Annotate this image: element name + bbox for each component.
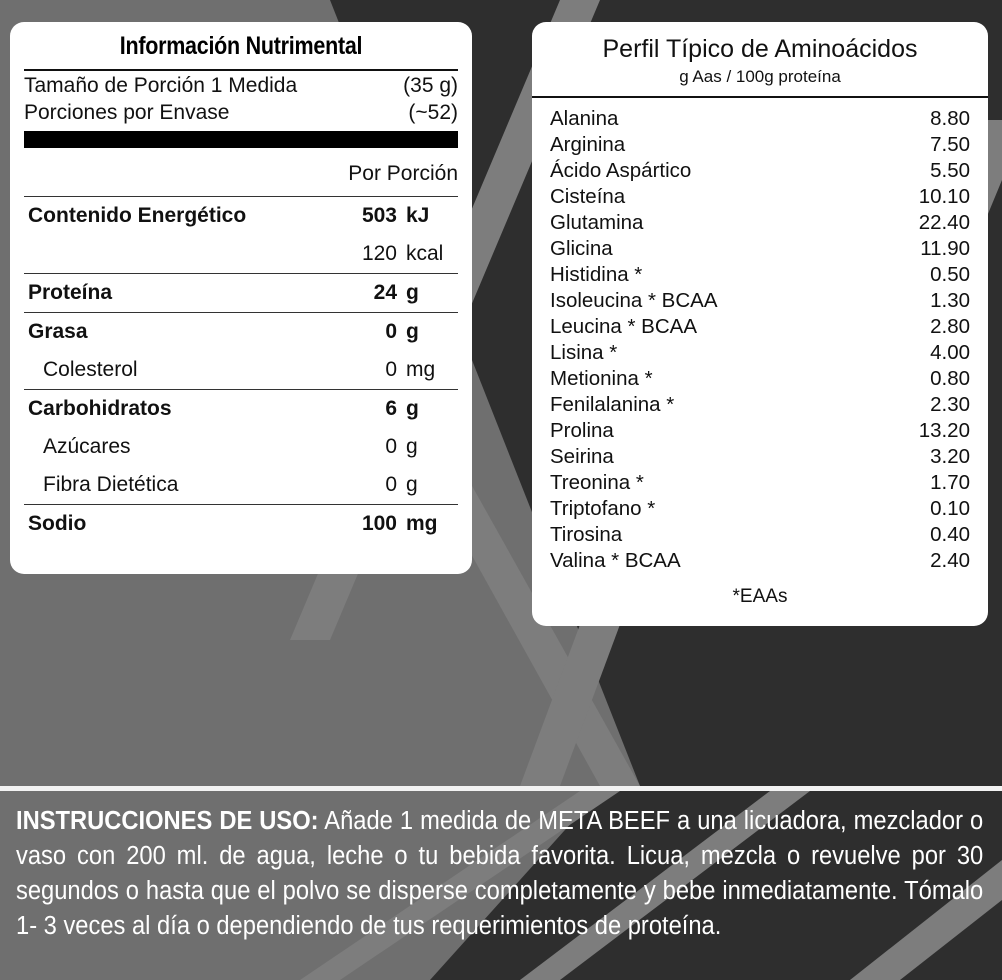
- amino-acid-row: [550, 288, 970, 314]
- nutrition-row: [24, 235, 458, 273]
- nutrition-rows: [10, 196, 472, 543]
- nutrient-name: Azúcares: [43, 435, 131, 458]
- amino-acid-name: Treonina *: [550, 471, 644, 494]
- amino-acid-value: 2.40: [930, 549, 970, 572]
- thick-separator-bar: [24, 131, 458, 148]
- nutrient-value: 24: [373, 281, 397, 304]
- nutrient-name: Colesterol: [43, 358, 138, 381]
- instructions-heading: INSTRUCCIONES DE USO:: [16, 807, 319, 835]
- nutrient-name: Contenido Energético: [28, 204, 247, 227]
- section-divider: [0, 786, 1002, 791]
- nutrient-value: 0: [385, 358, 397, 381]
- amino-acid-name: Isoleucina * BCAA: [550, 289, 718, 312]
- amino-acid-name: Arginina: [550, 133, 626, 156]
- amino-acid-name: Histidina *: [550, 263, 643, 286]
- nutrient-value: 0: [385, 435, 397, 458]
- nutrient-name: Carbohidratos: [28, 397, 172, 420]
- instructions-body: Añade 1 medida de META BEEF a una licuadora, mezclador o vaso con 200 ml. de agua, leche o tu bebida favorita. Licua, mezcla o revuelve por 30 segundos o hasta que el polvo se disperse completamente y bebe inmediatamente. Tómalo 1- 3 veces al día o dependiendo de tus requerimientos de proteína.: [16, 807, 984, 940]
- nutrient-value: 6: [385, 397, 397, 420]
- amino-acid-value: 8.80: [930, 107, 970, 130]
- amino-acid-row: [550, 340, 970, 366]
- amino-acid-name: Glutamina: [550, 211, 644, 234]
- nutrition-panel-title: Información Nutrimental: [119, 32, 363, 60]
- amino-acid-value: 0.40: [930, 523, 970, 546]
- nutrition-row: [24, 351, 458, 389]
- amino-acid-row: [550, 210, 970, 236]
- amino-acid-row: [550, 522, 970, 548]
- amino-acid-rows: [532, 106, 988, 574]
- amino-acid-name: Metionina *: [550, 367, 653, 390]
- amino-acid-row: [550, 314, 970, 340]
- amino-panel-subtitle: g Aas / 100g proteína: [679, 67, 841, 86]
- per-serving-header-block: [10, 148, 472, 196]
- amino-acid-value: 1.30: [930, 289, 970, 312]
- amino-acid-row: [550, 132, 970, 158]
- nutrition-row: [24, 197, 458, 235]
- nutrient-unit: g: [406, 473, 418, 496]
- nutrition-row: [24, 390, 458, 428]
- instructions-section: [0, 800, 1002, 980]
- serving-size-value: (35 g): [403, 74, 458, 97]
- amino-acid-value: 2.30: [930, 393, 970, 416]
- nutrient-name: Proteína: [28, 281, 113, 304]
- serving-info-block: [10, 69, 472, 125]
- servings-value: (~52): [408, 101, 458, 124]
- nutrient-unit: kcal: [406, 242, 444, 265]
- amino-acid-name: Ácido Aspártico: [550, 159, 692, 182]
- nutrient-unit: kJ: [406, 204, 430, 227]
- amino-acid-name: Triptofano *: [550, 497, 656, 520]
- amino-acid-name: Tirosina: [550, 523, 623, 546]
- divider: [532, 96, 988, 98]
- amino-acid-row: [550, 418, 970, 444]
- nutrient-value: 0: [385, 320, 397, 343]
- nutrient-name: Sodio: [28, 512, 87, 535]
- amino-acid-name: Valina * BCAA: [550, 549, 681, 572]
- nutrient-unit: g: [406, 435, 418, 458]
- amino-acid-row: [550, 444, 970, 470]
- amino-acid-row: [550, 236, 970, 262]
- amino-acid-row: [550, 470, 970, 496]
- amino-acid-value: 11.90: [920, 237, 970, 260]
- amino-acid-value: 0.10: [930, 497, 970, 520]
- amino-acid-row: [550, 366, 970, 392]
- nutrient-name: Grasa: [28, 320, 88, 343]
- amino-acid-row: [550, 184, 970, 210]
- amino-acid-value: 0.80: [930, 367, 970, 390]
- servings-per-container-row: [24, 98, 458, 125]
- nutrition-row: [24, 313, 458, 351]
- serving-size-label: Tamaño de Porción 1 Medida: [24, 74, 298, 97]
- amino-acid-row: [550, 106, 970, 132]
- amino-acid-value: 22.40: [918, 211, 970, 234]
- nutrient-unit: mg: [406, 512, 438, 535]
- serving-size-row: [24, 71, 458, 98]
- amino-acid-profile-panel: [532, 22, 988, 626]
- nutrition-row: [24, 466, 458, 504]
- amino-acid-name: Fenilalanina *: [550, 393, 675, 416]
- amino-panel-title: Perfil Típico de Aminoácidos: [602, 35, 918, 63]
- nutrient-unit: mg: [406, 358, 436, 381]
- nutrient-value: 120: [361, 242, 397, 265]
- amino-acid-row: [550, 392, 970, 418]
- servings-label: Porciones por Envase: [24, 101, 230, 124]
- nutrition-row: [24, 505, 458, 543]
- per-serving-header: Por Porción: [348, 162, 458, 185]
- amino-acid-name: Lisina *: [550, 341, 618, 364]
- amino-acid-row: [550, 158, 970, 184]
- instructions-paragraph: [16, 804, 983, 944]
- nutrition-facts-panel: [10, 22, 472, 574]
- amino-acid-row: [550, 262, 970, 288]
- nutrient-value: 503: [361, 204, 397, 227]
- amino-acid-name: Cisteína: [550, 185, 626, 208]
- nutrient-unit: g: [406, 281, 419, 304]
- amino-acid-name: Glicina: [550, 237, 613, 260]
- amino-acid-value: 5.50: [930, 159, 970, 182]
- amino-acid-value: 13.20: [918, 419, 970, 442]
- amino-acid-value: 10.10: [918, 185, 970, 208]
- nutrient-name: Fibra Dietética: [43, 473, 179, 496]
- nutrient-unit: g: [406, 397, 419, 420]
- amino-acid-name: Prolina: [550, 419, 614, 442]
- amino-acid-row: [550, 548, 970, 574]
- amino-acid-row: [550, 496, 970, 522]
- amino-acid-value: 4.00: [930, 341, 970, 364]
- nutrient-unit: g: [406, 320, 419, 343]
- amino-acid-value: 3.20: [930, 445, 970, 468]
- amino-acid-value: 1.70: [930, 471, 970, 494]
- amino-acid-name: Leucina * BCAA: [550, 315, 698, 338]
- amino-acid-value: 7.50: [930, 133, 970, 156]
- amino-footnote: *EAAs: [732, 586, 788, 607]
- amino-acid-value: 0.50: [930, 263, 970, 286]
- nutrition-row: [24, 428, 458, 466]
- amino-acid-name: Alanina: [550, 107, 619, 130]
- nutrient-value: 100: [361, 512, 397, 535]
- nutrient-value: 0: [385, 473, 397, 496]
- nutrition-row: [24, 274, 458, 312]
- amino-acid-name: Seirina: [550, 445, 614, 468]
- amino-acid-value: 2.80: [930, 315, 970, 338]
